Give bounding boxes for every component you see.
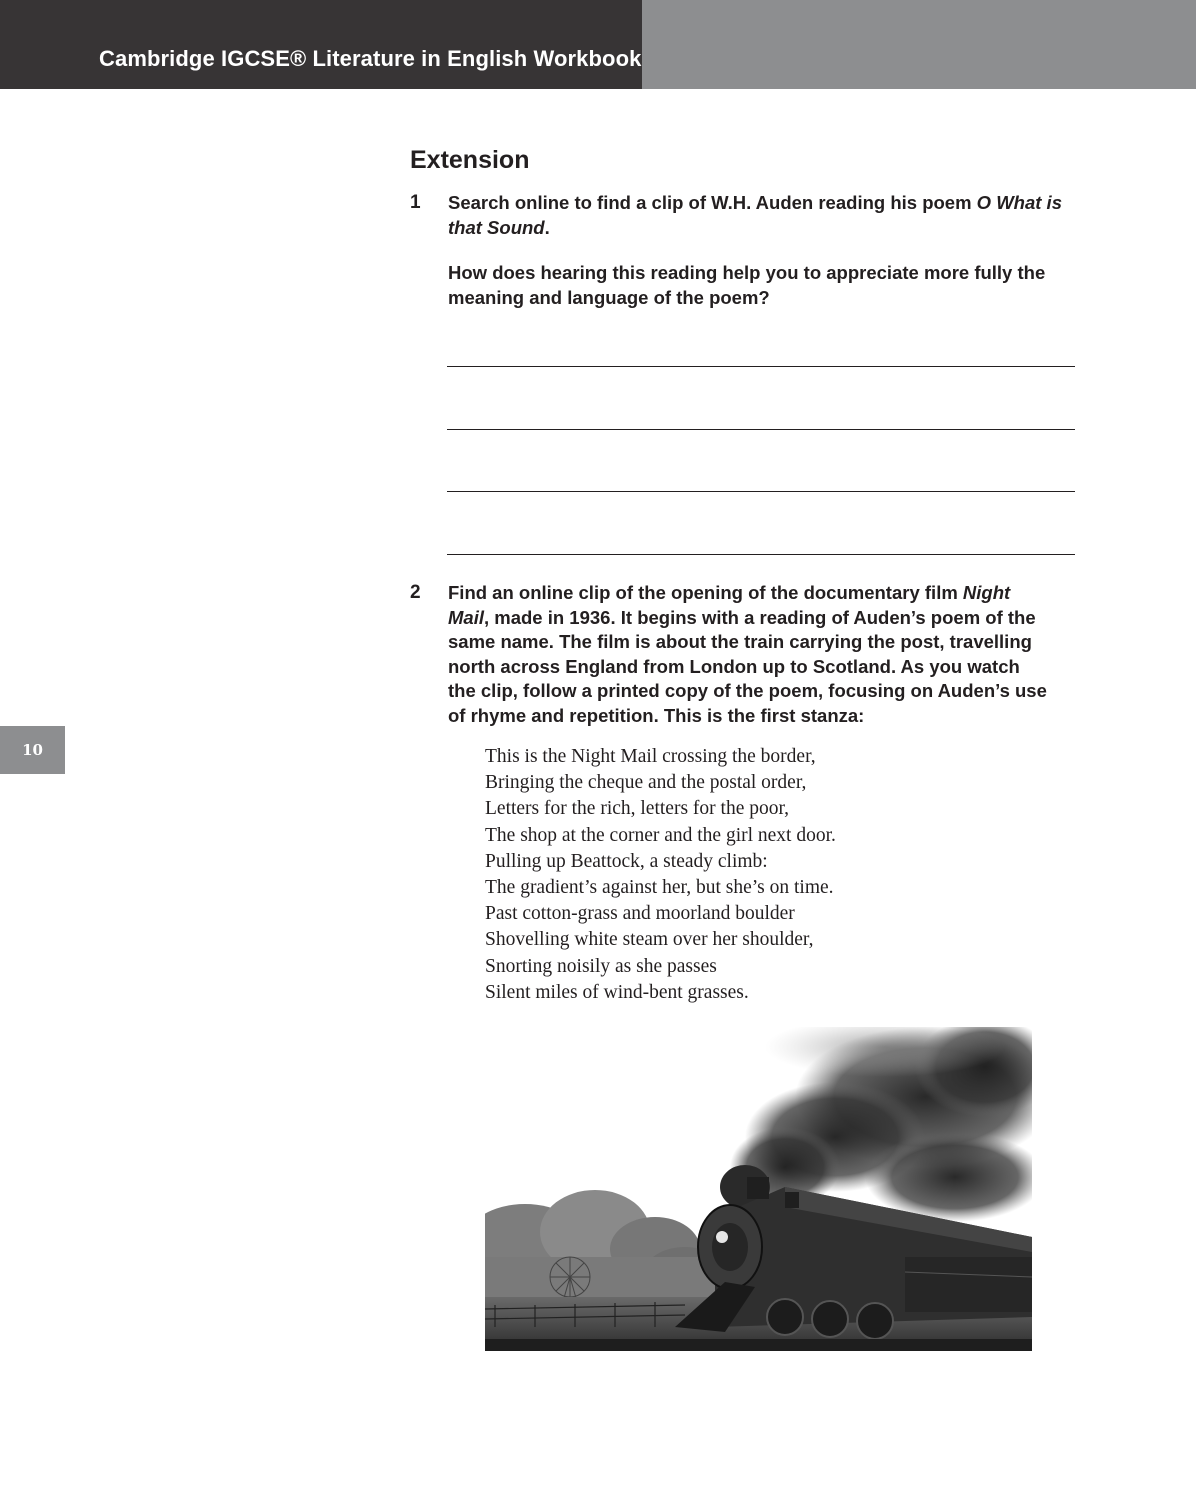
poem-line: Pulling up Beattock, a steady climb: bbox=[485, 850, 768, 872]
question-2-text bbox=[448, 581, 1048, 729]
poem-line: Past cotton-grass and moorland boulder bbox=[485, 903, 795, 925]
question-1-text-start: Search online to find a clip of W.H. Auden reading his poem bbox=[448, 192, 977, 213]
poem-line: Silent miles of wind-bent grasses. bbox=[485, 981, 749, 1003]
question-2-text-start: Find an online clip of the opening of the documentary film bbox=[448, 582, 963, 603]
answer-line-4[interactable] bbox=[447, 554, 1075, 555]
answer-line-3[interactable] bbox=[447, 491, 1075, 492]
poem-line: Bringing the cheque and the postal order, bbox=[485, 772, 807, 794]
header-dark-band bbox=[0, 0, 642, 89]
poem-line: This is the Night Mail crossing the border, bbox=[485, 746, 816, 767]
question-1-prompt: How does hearing this reading help you to appreciate more fully the meaning and language of the poem? bbox=[448, 262, 1046, 308]
page-number: 10 bbox=[22, 741, 43, 759]
poem-line: Snorting noisily as she passes bbox=[485, 955, 717, 977]
poem-stanza bbox=[485, 744, 836, 1006]
steam-train-photo bbox=[485, 1027, 1032, 1351]
answer-line-1[interactable] bbox=[447, 366, 1075, 367]
section-heading: Extension bbox=[410, 146, 530, 174]
answer-line-2[interactable] bbox=[447, 429, 1075, 430]
poem-line: The gradient’s against her, but she’s on time. bbox=[485, 877, 834, 899]
question-2-number: 2 bbox=[410, 582, 421, 603]
question-2-film-title: Night Mail bbox=[448, 582, 1011, 628]
question-1-number: 1 bbox=[410, 192, 421, 213]
question-1-text-end: . bbox=[544, 216, 550, 238]
poem-line: Shovelling white steam over her shoulder, bbox=[485, 929, 814, 951]
poem-line: Letters for the rich, letters for the poor, bbox=[485, 798, 790, 820]
page-number-tab bbox=[0, 726, 65, 774]
question-2-text-end: , made in 1936. It begins with a reading of Auden’s poem of the same name. The film is about the train carrying the post, travelling north across England from London up to Scotland. As you watch the clip, follow a printed copy of the poem, focusing on Auden’s use of rhyme and repetition. This is the first stanza: bbox=[448, 606, 1047, 726]
steam-train-illustration bbox=[485, 1027, 1032, 1351]
book-title: Cambridge IGCSE® Literature in English Workbook bbox=[99, 46, 642, 71]
question-1-poem-title: O What is that Sound bbox=[448, 192, 1062, 238]
header-gray-band bbox=[642, 0, 1196, 89]
question-1-text bbox=[448, 191, 1078, 240]
poem-line: The shop at the corner and the girl next door. bbox=[485, 824, 836, 846]
track-bed bbox=[485, 1339, 1032, 1351]
